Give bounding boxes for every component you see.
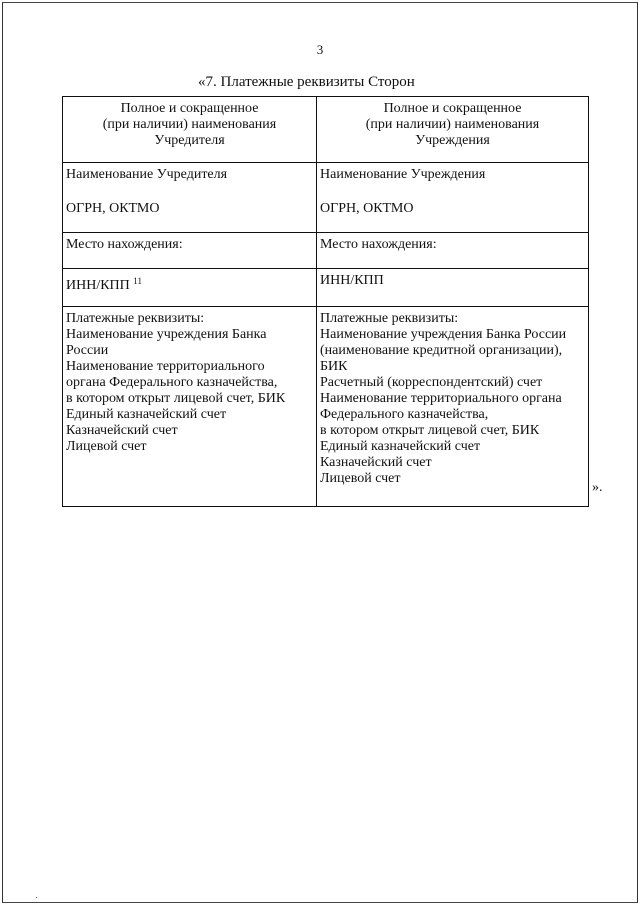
section-title: «7. Платежные реквизиты Сторон: [198, 74, 415, 90]
cell-text: Лицевой счет: [66, 439, 147, 454]
cell-text: Казначейский счет: [66, 423, 178, 438]
table-row-location: [63, 233, 589, 269]
header-institution-cell: [317, 97, 589, 163]
founder-payment-cell: [63, 307, 317, 507]
cell-text: в котором открыт лицевой счет, БИК: [66, 391, 286, 406]
header-line: Учреждения: [415, 133, 490, 148]
cell-text: органа Федерального казначейства,: [66, 375, 278, 390]
table-header-row: [63, 97, 589, 163]
cell-text: Казначейский счет: [320, 455, 432, 470]
cell-text: Платежные реквизиты:: [320, 311, 459, 326]
cell-text: [66, 273, 313, 294]
cell-text: Место нахождения:: [66, 237, 183, 252]
cell-text: Наименование территориального: [66, 359, 265, 374]
institution-inn-cell: [317, 269, 589, 307]
table-row-name: [63, 163, 589, 233]
cell-text: Расчетный (корреспондентский) счет: [320, 375, 543, 390]
cell-text: ИНН/КПП: [320, 273, 384, 288]
scan-artifact: [36, 897, 37, 898]
cell-text: Место нахождения:: [320, 237, 437, 252]
header-line: (при наличии) наименования: [365, 117, 540, 132]
cell-text: Лицевой счет: [320, 471, 401, 486]
founder-location-cell: [63, 233, 317, 269]
cell-text: Платежные реквизиты:: [66, 311, 205, 326]
header-line: Учредителя: [154, 133, 225, 148]
header-line: Полное и сокращенное: [383, 101, 522, 116]
cell-text: в котором открыт лицевой счет, БИК: [320, 423, 540, 438]
institution-payment-cell: [317, 307, 589, 507]
closing-quote-mark: ».: [592, 480, 603, 495]
cell-text: (наименование кредитной организации),: [320, 343, 563, 358]
cell-text: Наименование учреждения Банка России: [320, 327, 567, 342]
cell-text: Единый казначейский счет: [66, 407, 227, 422]
cell-text: Наименование Учреждения: [320, 167, 486, 182]
cell-text: Федерального казначейства,: [320, 407, 489, 422]
institution-location-cell: [317, 233, 589, 269]
page-number: 3: [316, 42, 324, 57]
cell-text: Единый казначейский счет: [320, 439, 481, 454]
payment-details-table: [62, 96, 589, 507]
cell-text: ОГРН, ОКТМО: [66, 201, 160, 216]
cell-text: Наименование учреждения Банка: [66, 327, 267, 342]
founder-inn-cell: [63, 269, 317, 307]
header-line: (при наличии) наименования: [102, 117, 277, 132]
cell-text: ОГРН, ОКТМО: [320, 201, 414, 216]
header-founder-cell: [63, 97, 317, 163]
cell-text: Наименование Учредителя: [66, 167, 228, 182]
cell-text: БИК: [320, 359, 348, 374]
founder-name-cell: [63, 163, 317, 233]
table-row-payment: [63, 307, 589, 507]
table-row-inn: [63, 269, 589, 307]
footnote-marker: 11: [133, 276, 142, 286]
header-line: Полное и сокращенное: [120, 101, 259, 116]
cell-text: Наименование территориального органа: [320, 391, 562, 406]
institution-name-cell: [317, 163, 589, 233]
cell-text: России: [66, 343, 109, 358]
inn-label: ИНН/КПП: [66, 278, 130, 293]
